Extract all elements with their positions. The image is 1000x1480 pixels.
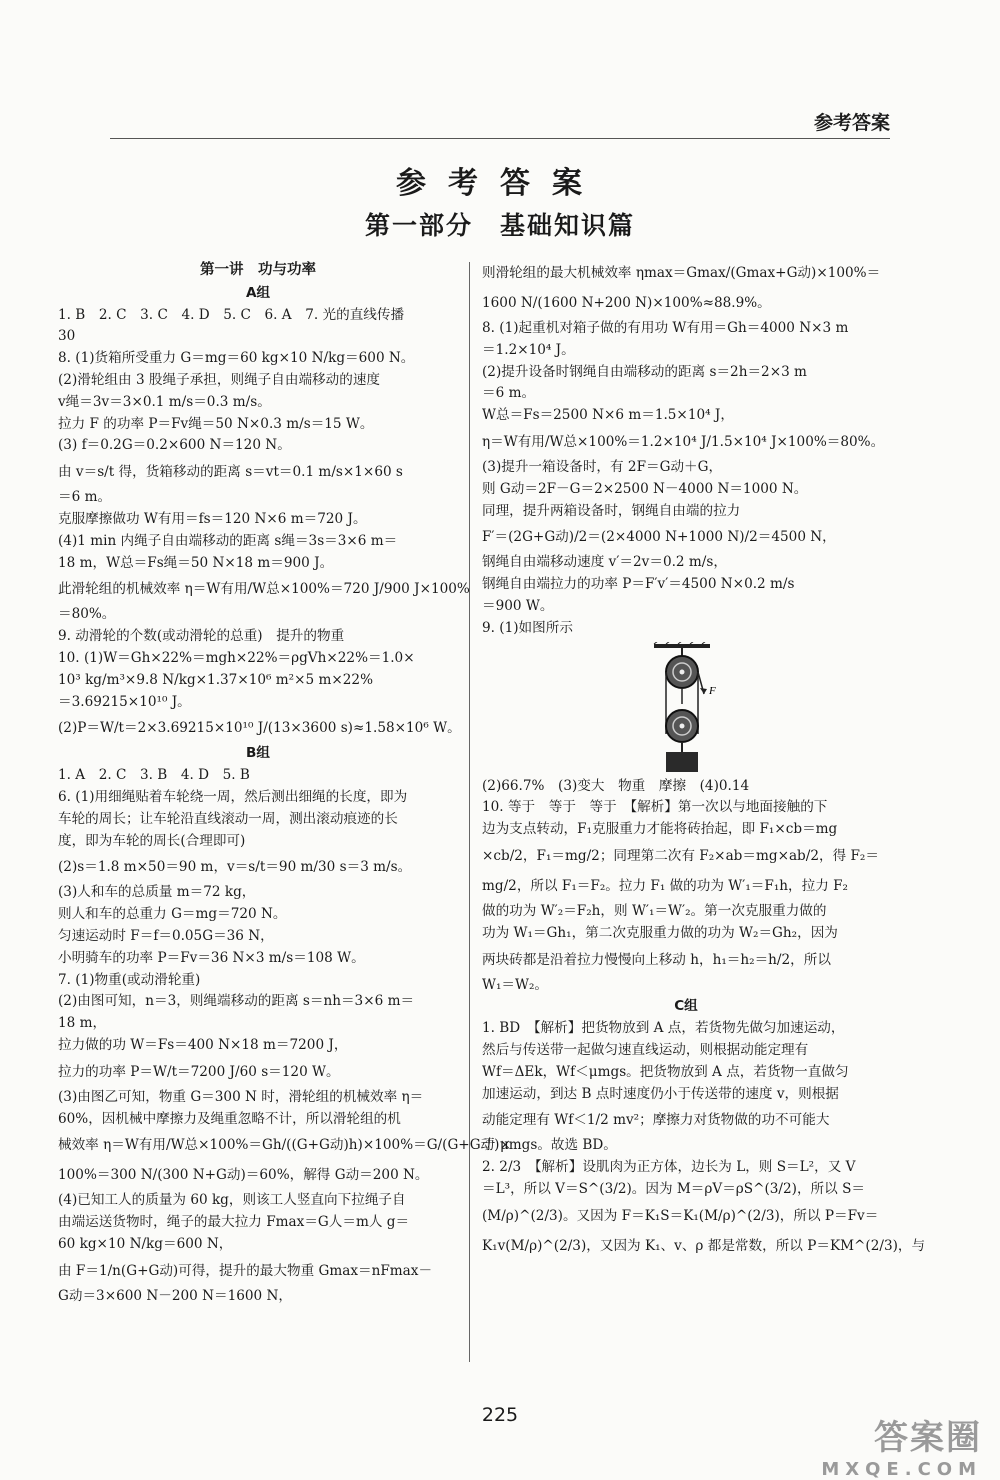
- text-line: 6. (1)用细绳贴着车轮绕一周，然后测出细绳的长度，即为: [58, 788, 408, 805]
- text-line: 然后与传送带一起做匀速直线运动，则根据动能定理有: [482, 1041, 809, 1058]
- text-line: 18 m，: [58, 1015, 107, 1032]
- text-line: 8. (1)起重机对箱子做的有用功 W有用＝Gh＝4000 N×3 m: [482, 320, 849, 336]
- text-line: 拉力做的功 W＝Fs＝400 N×18 m＝7200 J，: [58, 1036, 348, 1053]
- text-line: (3) f＝0.2G＝0.2×600 N＝120 N。: [58, 437, 291, 454]
- ceiling-beam: [654, 644, 710, 648]
- text-line: (2)由图可知，n＝3，则绳端移动的距离 s＝nh＝3×6 m＝: [58, 993, 415, 1010]
- text-line: 由端运送货物时，绳子的最大拉力 Fmax＝G人＝m人 g＝: [58, 1214, 410, 1231]
- text-line: (2)P＝W/t＝2×3.69215×10¹⁰ J/(13×3600 s)≈1.58×10⁶ W。: [58, 720, 461, 737]
- text-line: 60 kg×10 N/kg＝600 N，: [58, 1235, 233, 1252]
- text-line: 2. 2/3 【解析】设肌肉为正方体，边长为 L，则 S＝L²，又 V: [482, 1159, 856, 1176]
- text-line: 9. 动滑轮的个数(或动滑轮的总重) 提升的物重: [58, 628, 345, 645]
- text-line: 于 μmgs。故选 BD。: [482, 1137, 617, 1154]
- text-line: 钢绳自由端移动速度 v′＝2v＝0.2 m/s，: [482, 554, 727, 571]
- text-line: 1. BD 【解析】把货物放到 A 点，若货物先做匀加速运动，: [482, 1020, 845, 1037]
- text-line: 7. (1)物重(或动滑轮重): [58, 971, 201, 988]
- text-line: 拉力 F 的功率 P＝Fv绳＝50 N×0.3 m/s＝15 W。: [58, 415, 374, 432]
- text-line: W₁＝W₂。: [482, 976, 549, 993]
- text-line: 拉力的功率 P＝W/t＝7200 J/60 s＝120 W。: [58, 1063, 340, 1080]
- text-line: 同理，提升两箱设备时，钢绳自由端的拉力: [482, 502, 741, 519]
- text-line: 度，即为车轮的周长(合理即可): [58, 832, 246, 849]
- text-line: ＝80%。: [58, 606, 116, 623]
- text-line: 加速运动，到达 B 点时速度仍小于传送带的速度 v，则根据: [482, 1085, 839, 1102]
- text-line: Wf＝ΔEk，Wf＜μmgs。把货物放到 A 点，若货物一直做匀: [482, 1063, 849, 1080]
- text-line: ＝900 W。: [482, 597, 554, 614]
- text-line: (4)1 min 内绳子自由端移动的距离 s绳＝3s＝3×6 m＝: [58, 532, 398, 549]
- right-lines-1: [482, 258, 890, 640]
- header-rule: [110, 138, 890, 139]
- running-header: 参考答案: [813, 112, 890, 134]
- text-line: 10. (1)W＝Gh×22%＝mgh×22%＝ρgVh×22%＝1.0×: [58, 649, 415, 666]
- text-line: 克服摩擦做功 W有用＝fs＝120 N×6 m＝720 J。: [58, 510, 367, 527]
- page-number: 225: [481, 1404, 519, 1426]
- right-lines-3: [482, 1018, 926, 1261]
- text-line: (3)人和车的总质量 m＝72 kg，: [58, 884, 256, 901]
- text-line: (2)滑轮组由 3 股绳子承担，则绳子自由端移动的速度: [58, 371, 381, 388]
- group-heading-c: C组: [674, 998, 698, 1015]
- text-line: 此滑轮组的机械效率 η＝W有用/W总×100%＝720 J/900 J×100%: [58, 581, 470, 598]
- text-line: (2)s＝1.8 m×50＝90 m，v＝s/t＝90 m/30 s＝3 m/s。: [58, 859, 412, 876]
- lecture-heading: 第一讲 功与功率: [200, 262, 316, 278]
- text-line: W总＝Fs＝2500 N×6 m＝1.5×10⁴ J，: [482, 407, 734, 424]
- text-line: 1600 N/(1600 N+200 N)×100%≈88.9%。: [482, 295, 771, 311]
- text-line: ＝1.2×10⁴ J。: [482, 341, 575, 358]
- left-column: [58, 258, 511, 1307]
- load-block: [666, 752, 698, 772]
- text-line: 30: [58, 328, 76, 345]
- pulley-figure: [482, 642, 882, 774]
- group-heading-a: A组: [245, 284, 271, 301]
- text-line: 1. B 2. C 3. C 4. D 5. C 6. A 7. 光的直线传播: [58, 306, 405, 323]
- text-line: (3)提升一箱设备时，有 2F＝G动＋G，: [482, 458, 723, 475]
- text-line: 10³ kg/m³×9.8 N/kg×1.37×10⁶ m²×5 m×22%: [58, 671, 373, 688]
- text-line: 匀速运动时 F＝f＝0.05G＝36 N，: [58, 927, 274, 944]
- text-line: ×cb/2，F₁＝mg/2；同理第二次有 F₂×ab＝mg×ab/2，得 F₂＝: [482, 847, 879, 864]
- force-arrow: [700, 688, 707, 694]
- text-line: ＝3.69215×10¹⁰ J。: [58, 693, 191, 710]
- text-line: 则滑轮组的最大机械效率 ηmax＝Gmax/(Gmax+G动)×100%＝: [482, 265, 881, 281]
- force-label: F: [709, 684, 716, 697]
- text-line: 做的功为 W′₂＝F₂h，则 W′₁＝W′₂。第一次克服重力做的: [482, 902, 827, 919]
- text-line: ＝6 m。: [58, 489, 112, 506]
- text-line: 1. A 2. C 3. B 4. D 5. B: [58, 767, 250, 784]
- text-line: ＝6 m。: [482, 385, 536, 402]
- text-line: 8. (1)货箱所受重力 G＝mg＝60 kg×10 N/kg＝600 N。: [58, 350, 415, 367]
- text-line: η＝W有用/W总×100%＝1.2×10⁴ J/1.5×10⁴ J×100%＝80%。: [482, 433, 885, 450]
- text-line: 动能定理有 Wf＜1/2 mv²；摩擦力对货物做的功不可能大: [482, 1112, 830, 1129]
- text-line: mg/2，所以 F₁＝F₂。拉力 F₁ 做的功为 W′₁＝F₁h，拉力 F₂: [482, 877, 849, 894]
- text-line: 9. (1)如图所示: [482, 619, 573, 636]
- text-line: 则人和车的总重力 G＝mg＝720 N。: [58, 906, 287, 923]
- text-line: 边为支点转动，F₁克服重力才能将砖抬起，即 F₁×cb＝mg: [482, 821, 838, 838]
- text-line: (4)已知工人的质量为 60 kg，则该工人竖直向下拉绳子自: [58, 1192, 406, 1209]
- text-line: 由 F＝1/n(G+G动)可得，提升的最大物重 Gmax＝nFmax－: [58, 1262, 433, 1279]
- watermark-main: 答案圈: [874, 1418, 982, 1458]
- text-line: (M/ρ)^(2/3)。又因为 F＝K₁S＝K₁(M/ρ)^(2/3)，所以 P＝Fv＝: [482, 1207, 879, 1224]
- text-line: F′＝(2G+G动)/2＝(2×4000 N+1000 N)/2＝4500 N，: [482, 529, 836, 546]
- watermark-sub: MXQE.COM: [821, 1459, 982, 1480]
- text-line: v绳＝3v＝3×0.1 m/s＝0.3 m/s。: [58, 393, 271, 410]
- group-heading-b: B组: [246, 745, 270, 762]
- left-lines-b: [58, 765, 511, 1307]
- left-lines-a: [58, 305, 470, 744]
- text-line: 由 v＝s/t 得，货箱移动的距离 s＝vt＝0.1 m/s×1×60 s: [58, 464, 403, 481]
- text-line: 18 m，W总＝Fs绳＝50 N×18 m＝900 J。: [58, 554, 334, 571]
- text-line: 械效率 η＝W有用/W总×100%＝Gh/((G+G动)h)×100%＝G/(G+G动)×: [58, 1137, 511, 1154]
- text-line: 两块砖都是沿着拉力慢慢向上移动 h，h₁＝h₂＝h/2，所以: [482, 951, 831, 968]
- pulley-diagram: [632, 642, 732, 774]
- part-title: 第一部分 基础知识篇: [364, 211, 635, 240]
- text-line: (2)66.7% (3)变大 物重 摩擦 (4)0.14: [482, 777, 750, 794]
- text-line: 则 G动＝2F－G＝2×2500 N－4000 N＝1000 N。: [482, 480, 808, 497]
- text-line: K₁v(M/ρ)^(2/3)，又因为 K₁、v、ρ 都是常数，所以 P＝KM^(2/3)，与: [482, 1237, 926, 1254]
- text-line: 60%，因机械中摩擦力及绳重忽略不计，所以滑轮组的机: [58, 1110, 401, 1127]
- text-line: 车轮的周长；让车轮沿直线滚动一周，测出滚动痕迹的长: [58, 810, 398, 827]
- column-divider: [469, 262, 470, 1362]
- main-title: 参考答案: [396, 166, 604, 201]
- text-line: ＝L³，所以 V＝S^(3/2)。因为 M＝ρV＝ρS^(3/2)，所以 S＝: [482, 1180, 865, 1197]
- text-line: 钢绳自由端拉力的功率 P＝F′v′＝4500 N×0.2 m/s: [482, 576, 795, 593]
- text-line: (2)提升设备时钢绳自由端移动的距离 s＝2h＝2×3 m: [482, 363, 807, 380]
- text-line: 小明骑车的功率 P＝Fv＝36 N×3 m/s＝108 W。: [58, 949, 365, 966]
- text-line: G动＝3×600 N－200 N＝1600 N，: [58, 1287, 293, 1304]
- text-line: 功为 W₁＝Gh₁，第二次克服重力做的功为 W₂＝Gh₂，因为: [482, 924, 838, 941]
- watermark-logo: [821, 1410, 982, 1480]
- right-lines-2: [482, 776, 890, 997]
- text-line: (3)由图乙可知，物重 G＝300 N 时，滑轮组的机械效率 η＝: [58, 1088, 424, 1105]
- right-column: [482, 258, 926, 1261]
- text-line: 100%＝300 N/(300 N+G动)＝60%，解得 G动＝200 N。: [58, 1167, 429, 1184]
- text-line: 10. 等于 等于 等于 【解析】第一次以与地面接触的下: [482, 799, 828, 816]
